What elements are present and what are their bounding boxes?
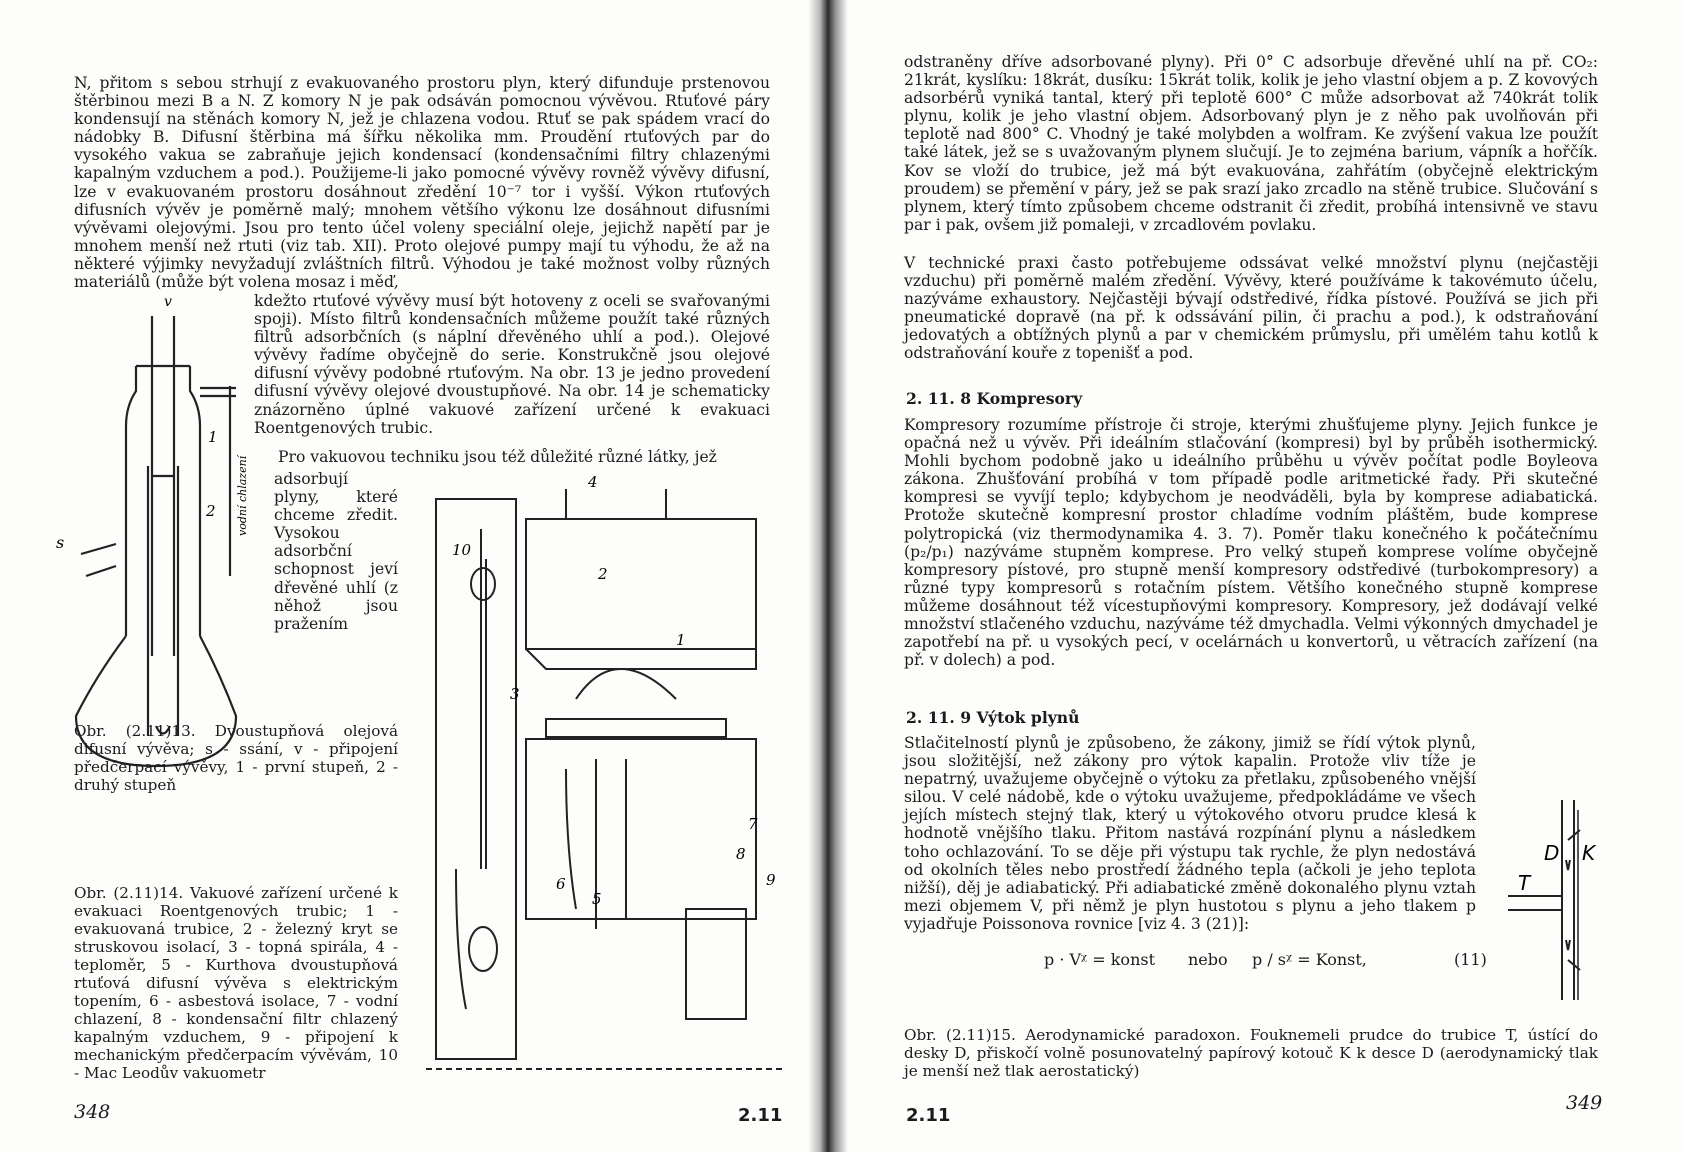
equation-number: (11) <box>1454 950 1487 969</box>
fig15-label-T: T <box>1518 871 1531 895</box>
equation-left: p · Vᵡ = konst <box>1044 950 1156 969</box>
book-gutter <box>808 0 848 1152</box>
fig14-label-2: 2 <box>598 565 608 583</box>
fig14-label-4: 4 <box>588 473 598 491</box>
right-paragraph-2: V technické praxi často potřebujeme odssávat velké množství plynu (nejčastěji vzduchu) při poměrně malém zředění. Vývěvy, které používáme k takovémuto účelu, nazýváme exhaustory. Nejčastěji bývají odstředivé, řídka pístové. Používá se jich při pneumatické dopravě (na př. k odssávání pilin, či prachu a pod.), k odstraňování jedovatých a obtížných plynů a par v chemickém průmyslu, při umělém tahu kotlů k odstraňování kouře z topenišť a pod. <box>904 254 1598 363</box>
fig13-label-1: 1 <box>208 428 218 446</box>
caption-figure-13: Obr. (2.11)13. Dvoustupňová olejová difusní vývěva; s - ssání, v - připojení předčerpací vývěvy, 1 - první stupeň, 2 - druhý stupeň <box>74 722 398 795</box>
fig13-label-s: s <box>56 533 65 552</box>
right-section-mark: 2.11 <box>906 1105 951 1126</box>
fig15-label-D: D <box>1544 841 1560 865</box>
fig14-label-7: 7 <box>748 815 758 833</box>
figure-14-vacuum-apparatus <box>426 473 786 1079</box>
equation-connector: nebo <box>1188 950 1228 969</box>
right-paragraph-1: odstraněny dříve adsorbované plyny). Při 0° C adsorbuje dřevěné uhlí na př. CO₂: 21krát, kyslíku: 18krát, dusíku: 15krát tolik, kolik je jeho vlastní objem a p. Z kovových adsorbérů vyniká tantal, který při teplotě 600° C může adsorbovat až 740krát tolik plynu, kolik je jeho vlastní objem. Adsorbovaný plyn je z něho pak uvolňován při teplotě nad 800° C. Vhodný je také molybden a wolfram. Ke zvýšení vakua lze použít také látek, jež se s uvažovaným plynem slučují. Je to zejména barium, vápník a hořčík. Kov se vloží do trubice, jež má být evakuována, zahřátím (obyčejně elektrickým proudem) se přemění v páry, jež se pak srazí jako zrcadlo na stěně trubice. Slučování s plynem, který tímto způsobem chceme odstranit či zředit, probíhá intensivně ve stavu par i pak, ovšem již pomaleji, v zrcadlovém povlaku. <box>904 53 1598 234</box>
fig14-label-5: 5 <box>592 890 602 908</box>
right-page-number: 349 <box>1566 1092 1603 1114</box>
left-paragraph-2: kdežto rtuťové vývěvy musí být hotoveny z oceli se svařovanými spoji). Místo filtrů kondensačních můžeme použít také různých filtrů adsorbčních (s náplní dřevěného uhlí a pod.). Olejové vývěvy řadíme obyčejně do serie. Konstrukčně jsou olejové difusní vývěvy podobné rtuťovým. Na obr. 13 je jedno provedení difusní vývěvy olejové dvoustupňové. Na obr. 14 je schematicky znázorněno úplné vakuové zařízení určené k evakuaci Roentgenových trubic. <box>254 292 770 437</box>
right-paragraph-3: Kompresory rozumíme přístroje či stroje, kterými zhušťujeme plyny. Jejich funkce je opačná než u vývěv. Při ideálním stlačování (kompresi) byl by průběh isothermický. Mohli bychom podobně jako u ideálního průběhu u vývěv počítat podle Boyleova zákona. Zhušťování probíhá v tom případě podle aritmetické řady. Při skutečné kompresi se vyvíjí teplo; kdybychom je neodváděli, byla by komprese adiabatická. Protože skutečně kompresní prostor chladíme vodním pláštěm, bude komprese polytropická (viz thermodynamika 4. 3. 7). Poměr tlaku konečného k počátečnímu (p₂/p₁) nazýváme stupněm komprese. Pro velký stupeň komprese volíme obyčejně kompresory pístové, pro stupně menší kompresory odstředivé (turbokompresory) a různé typy kompresorů s rotačním pístem. Většího konečného stupně komprese můžeme dosáhnout též vícestupňovými kompresory. Kompresory, jež dodávají velké množství stlačeného vzduchu, nazýváme též dmychadla. Velmi výkonných dmychadel je zapotřebí na př. u vysokých pecí, v ocelárnách u konvertorů, u větracích zařízení (na př. v dolech) a pod. <box>904 416 1598 670</box>
fig14-label-3: 3 <box>510 685 520 703</box>
heading-kompresory: 2. 11. 8 Kompresory <box>906 389 1083 408</box>
left-paragraph-3: Pro vakuovou techniku jsou též důležité různé látky, jež <box>278 448 717 466</box>
fig14-label-6: 6 <box>556 875 566 893</box>
fig14-label-1: 1 <box>676 631 686 649</box>
fig14-label-9: 9 <box>766 871 776 889</box>
caption-figure-15: Obr. (2.11)15. Aerodynamické paradoxon. Fouknemeli prudce do trubice T, ústící do desky D, přiskočí volně posunovatelný papírový kotouč K k desce D (aerodynamický tlak je menší než tlak aerostatický) <box>904 1026 1598 1081</box>
figure-13-diffusion-pump <box>56 296 256 776</box>
fig14-label-10: 10 <box>452 541 472 559</box>
left-paragraph-1: N, přitom s sebou strhují z evakuovaného prostoru plyn, který difunduje prstenovou štěrbinou mezi B a N. Z komory N je pak odsáván pomocnou vývěvou. Rtuťové páry kondensují na stěnách komory N, jež je chlazena vodou. Rtuť se pak spádem vrací do nádobky B. Difusní štěrbina má šířku několika mm. Proudění rtuťových par do vysokého vakua se zabraňuje jejich kondensací (kondensačními filtry chlazenými kapalným vzduchem a pod.). Použijeme-li jako pomocné vývěvy rovněž vývěvy difusní, lze v evakuovaném prostoru dosáhnout zředění 10⁻⁷ tor i vyšší. Výkon rtuťových difusních vývěv je poměrně malý; mnohem většího výkonu lze dosáhnout difusními vývěvami olejovými. Jsou pro tento účel voleny speciální oleje, jejichž napětí par je mnohem menší než rtuti (viz tab. XII). Proto olejové pumpy mají tu výhodu, že až na některé výjimky nevyžadují zvláštních filtrů. Výhodou je také možnost volby různých materiálů (může být volena mosaz i měď, <box>74 74 770 292</box>
fig13-label-2: 2 <box>206 502 216 520</box>
equation-right: p / sᵡ = Konst, <box>1252 950 1367 969</box>
right-paragraph-4: Stlačitelností plynů je způsobeno, že zákony, jimiž se řídí výtok plynů, jsou složitější, než zákony pro výtok kapalin. Protože vliv tíže je nepatrný, uvažujeme obyčejně o výtoku za přetlaku, způsobeného vnější silou. V celé nádobě, kde o výtoku uvažujeme, předpokládáme ve všech jejích místech stejný tlak, který u výtokového otvoru prudce klesá k hodnotě vnějšího tlaku. Přitom nastává rozpínání plynu a následkem toho ochlazování. To se děje při výstupu tak rychle, že plyn nedostává od okolních těles nebo prostředí žádného tepla (ačkoli je jeho teplota nižší), děj je adiabatický. Při adiabatické změně dokonalého plynu vztah mezi objemem V, při němž je plyn hustotou s plynu a jeho tlakem p vyjadřuje Poissonova rovnice [viz 4. 3 (21)]: <box>904 734 1476 933</box>
left-page-number: 348 <box>74 1101 111 1123</box>
fig14-label-8: 8 <box>736 845 746 863</box>
caption-figure-14: Obr. (2.11)14. Vakuové zařízení určené k evakuaci Roentgenových trubic; 1 - evakuovaná trubice, 2 - železný kryt se struskovou isolací, 3 - topná spirála, 4 - teploměr, 5 - Kurthova dvoustupňová rtuťová difusní vývěva s elektrickým topením, 6 - asbestová isolace, 7 - vodní chlazení, 8 - kondensační filtr chlazený kapalným vzduchem, 9 - připojení k mechanickým předčerpacím vývěvám, 10 - Mac Leodův vakuometr <box>74 884 398 1083</box>
fig13-label-v: v <box>164 294 172 310</box>
left-paragraph-4: adsorbují plyny, které chceme zředit. Vysokou adsorbční schopnost jeví dřevěné uhlí (z něhož jsou pražením <box>274 470 398 633</box>
figure-15-aerodynamic-paradox <box>1508 800 1618 1010</box>
left-section-mark: 2.11 <box>738 1105 783 1126</box>
fig15-label-K: K <box>1582 841 1596 865</box>
fig13-label-cooling: vodní chlazení <box>236 455 249 536</box>
heading-vytok-plynu: 2. 11. 9 Výtok plynů <box>906 708 1080 727</box>
